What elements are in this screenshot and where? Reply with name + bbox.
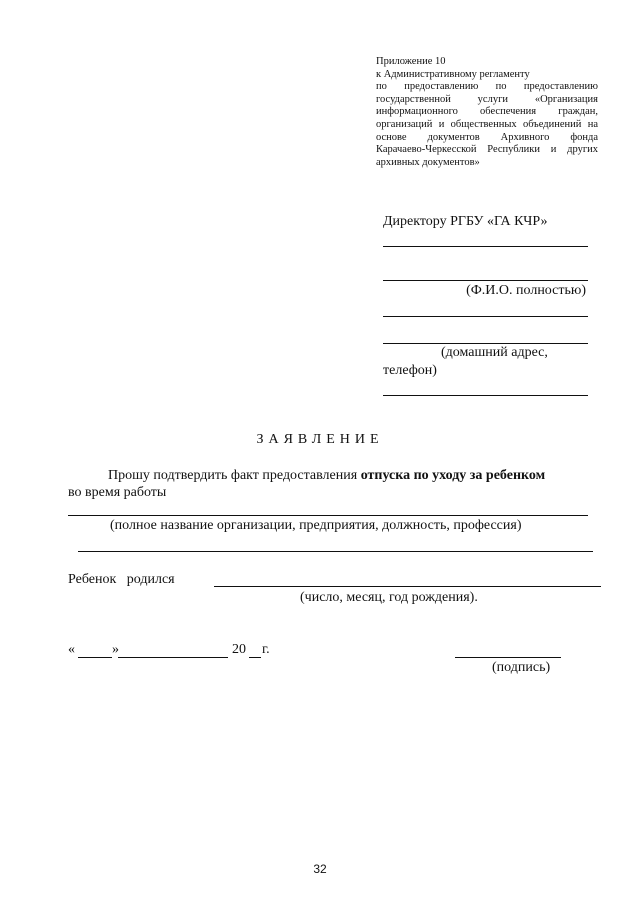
fill-line	[68, 515, 588, 516]
appendix-line: государственной услуги «Организация	[376, 93, 598, 105]
signature-caption: (подпись)	[492, 660, 551, 675]
appendix-line: основе документов Архивного фонда	[376, 131, 598, 143]
fill-line	[78, 551, 593, 552]
page-title: ЗАЯВЛЕНИЕ	[256, 432, 384, 447]
appendix-line: по предоставлению по предоставлению	[376, 81, 598, 93]
org-caption: (полное название организации, предприятия, должность, профессия)	[110, 518, 522, 533]
request-bold-text: отпуска по уходу за ребенком	[360, 468, 546, 483]
appendix-note	[376, 56, 598, 169]
addressee-title: Директору РГБУ «ГА КЧР»	[383, 214, 548, 229]
request-text: Прошу подтвердить факт предоставления	[108, 468, 361, 483]
appendix-line: к Административному регламенту	[376, 68, 530, 80]
fill-line	[383, 343, 588, 344]
birth-date-caption: (число, месяц, год рождения).	[300, 590, 478, 605]
appendix-line: организаций и общественных объединений на	[376, 118, 598, 130]
signature-line	[455, 657, 561, 658]
appendix-line: информационного обеспечения граждан,	[376, 106, 598, 118]
phone-caption: телефон)	[383, 363, 437, 378]
appendix-line: архивных документов»	[376, 156, 480, 168]
fill-line	[383, 316, 588, 317]
year-blank	[249, 657, 261, 658]
request-line	[108, 468, 545, 484]
date-close-quote: »	[112, 642, 119, 657]
appendix-line: Карачаево-Черкесской Республики и других	[376, 144, 598, 156]
month-blank	[118, 657, 228, 658]
day-blank	[78, 657, 112, 658]
request-continuation: во время работы	[68, 485, 167, 500]
appendix-line: Приложение 10	[376, 56, 446, 67]
year-suffix: г.	[262, 642, 270, 657]
date-open-quote: «	[68, 642, 75, 657]
fill-line	[383, 246, 588, 247]
fill-line	[383, 280, 588, 281]
address-caption: (домашний адрес,	[441, 345, 548, 360]
birth-date-line	[214, 586, 601, 587]
child-label: Ребенок родился	[68, 572, 175, 587]
page-number: 32	[313, 862, 327, 876]
fio-caption: (Ф.И.О. полностью)	[466, 283, 586, 298]
fill-line	[383, 395, 588, 396]
year-prefix: 20	[232, 642, 246, 657]
